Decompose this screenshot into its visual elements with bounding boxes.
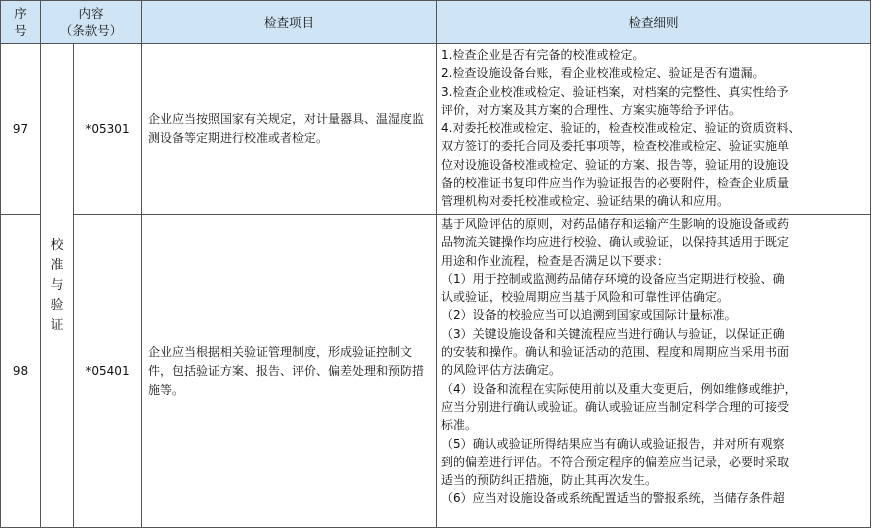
header-content: 内容 （条款号） <box>41 1 142 44</box>
check-detail: 1.检查企业是否有完备的校准或检定。 2.检查设施设备台账，看企业校准或检定、验证是否有遗漏。 3.检查企业校准或检定、验证档案，对档案的完整性、真实性给予 评价，对方案及其方案的合理性、方案实施等给予评估。 4.对委托校准或检定、验证的，检查校准或检定、验证的资质资料、 双方签订的委托合同及委托事项等，检查校准或检定、验证实施单 位对设施设备校准或检定、验证的方案、报告等，验证用的设施设 备的校准证书复印件应当作为验证报告的必要附件，检查企业质量 管理机构对委托校准或检定、验证结果的确认和应用。 <box>437 44 871 215</box>
header-item: 检查项目 <box>142 1 437 44</box>
category-label: 校准与验证 <box>50 237 64 333</box>
category-cell <box>41 44 74 528</box>
header-row <box>1 1 871 44</box>
table-row <box>1 44 871 215</box>
header-detail: 检查细则 <box>437 1 871 44</box>
header-no: 序 号 <box>1 1 41 44</box>
clause-number: *05301 <box>74 44 142 215</box>
row-number: 98 <box>1 215 41 528</box>
check-detail: 基于风险评估的原则，对药品储存和运输产生影响的设施设备或药 品物流关键操作均应进行校验、确认或验证，以保持其适用于既定 用途和作业流程，检查是否满足以下要求： （1）用于控制或监测药品储存环境的设备应当定期进行校验、确 认或验证，校验周期应当基于风险和可靠性评估确定。 （2）设备的校验应当可以追溯到国家或国际计量标准。 （3）关键设施设备和关键流程应当进行确认与验证，以保证正确 的安装和操作。确认和验证活动的范围、程度和周期应当采用书面 的风险评估方法确定。 （4）设备和流程在实际使用前以及重大变更后，例如维修或维护， 应当分别进行确认或验证。确认或验证应当制定科学合理的可接受 标准。 （5）确认或验证所得结果应当有确认或验证报告，并对所有观察 到的偏差进行评估。不符合预定程序的偏差应当记录，必要时采取 适当的预防纠正措施，防止其再次发生。 （6）应当对设施设备或系统配置适当的警报系统，当储存条件超 <box>437 215 871 528</box>
row-number: 97 <box>1 44 41 215</box>
table-row <box>1 215 871 528</box>
check-item: 企业应当根据相关验证管理制度，形成验证控制文件，包括验证方案、报告、评价、偏差处理和预防措施等。 <box>142 215 437 528</box>
clause-number: *05401 <box>74 215 142 528</box>
check-item: 企业应当按照国家有关规定，对计量器具、温湿度监测设备等定期进行校准或者检定。 <box>142 44 437 215</box>
